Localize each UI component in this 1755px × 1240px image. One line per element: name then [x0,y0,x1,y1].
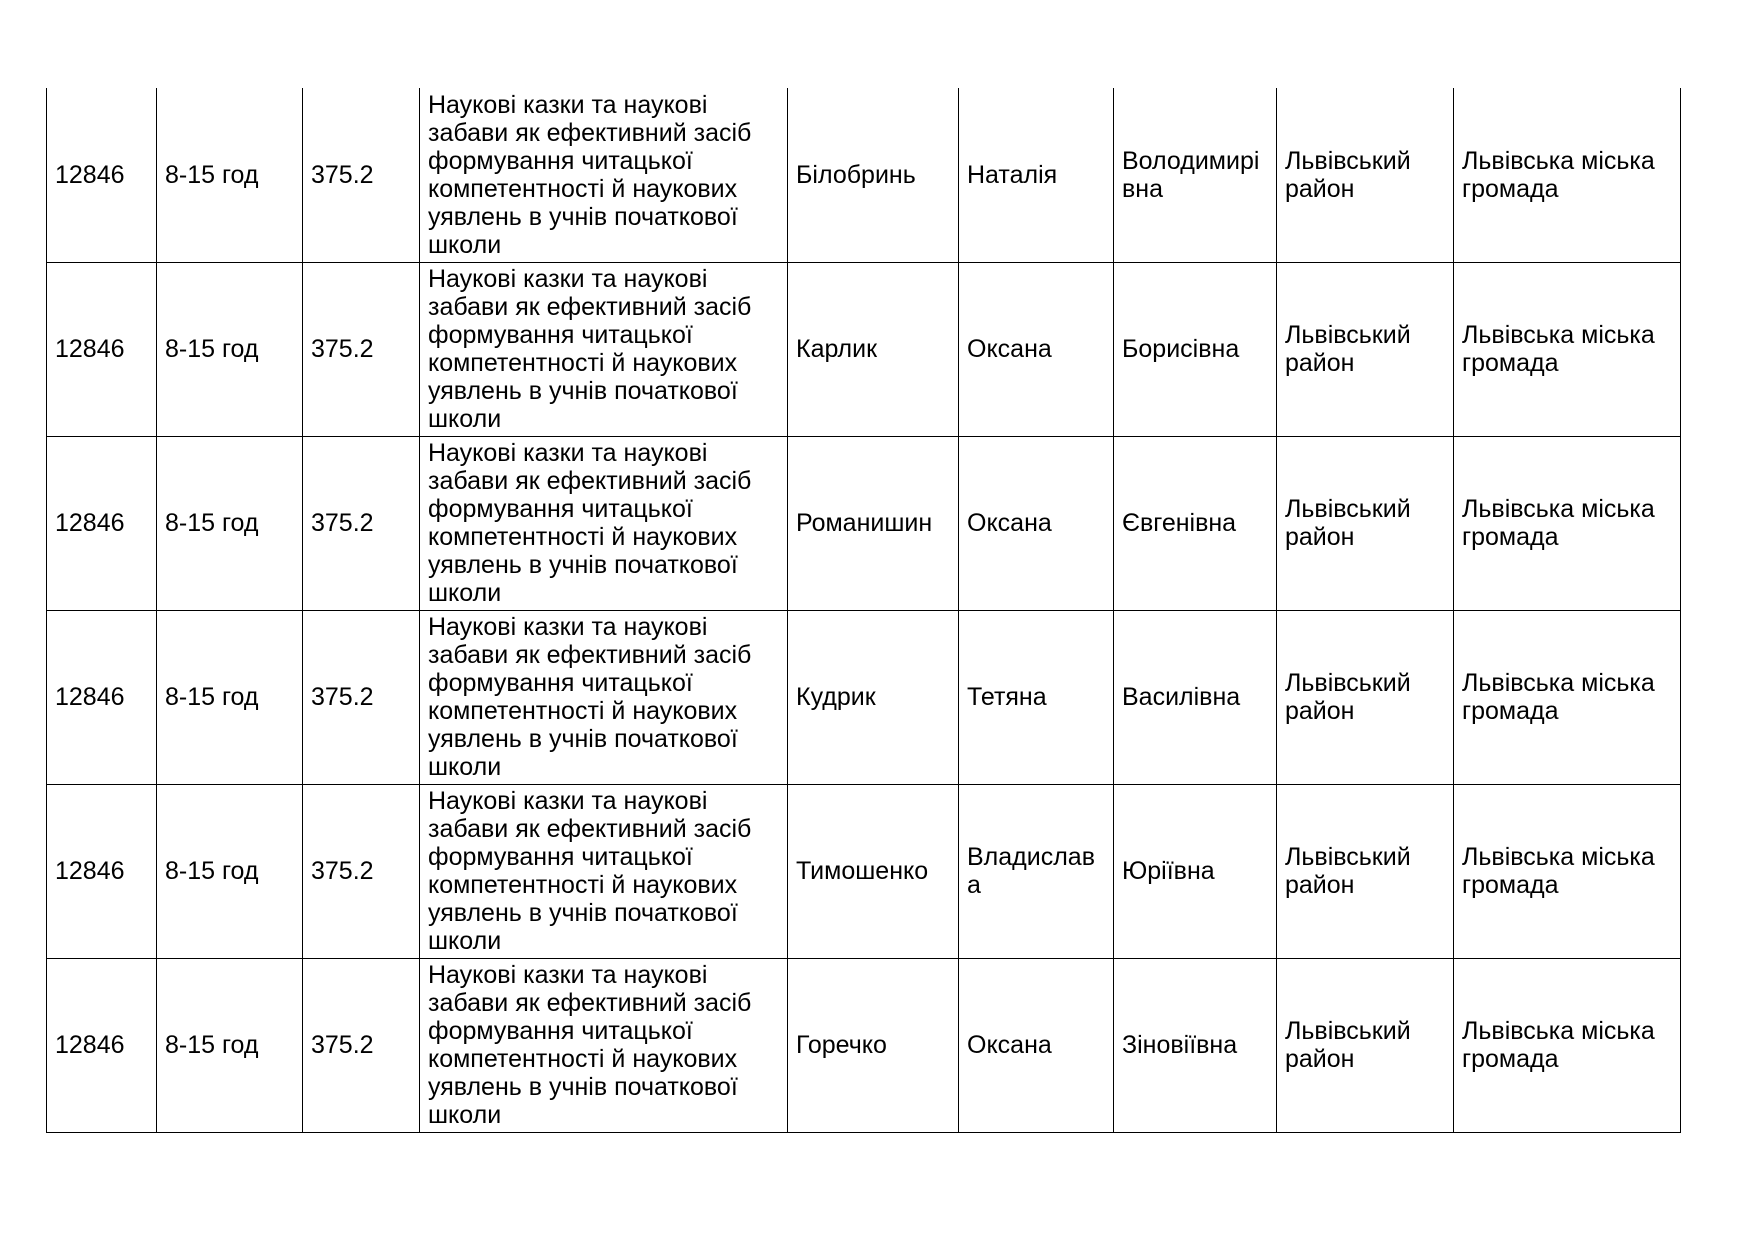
table-row [47,610,1681,784]
table-cell-id: 12846 [47,610,157,784]
table-cell-district: Львівський район [1277,958,1454,1132]
table-cell-district: Львівський район [1277,610,1454,784]
table-cell-surname: Карлик [788,262,959,436]
table-cell-community: Львівська міська громада [1454,436,1681,610]
table-cell-first-name: Оксана [959,436,1114,610]
table-cell-surname: Горечко [788,958,959,1132]
participants-table [46,88,1681,1133]
table-row [47,958,1681,1132]
table-cell-course-title: Наукові казки та наукові забави як ефективний засіб формування читацької компетентності й наукових уявлень в учнів початкової школи [420,610,788,784]
table-cell-hours: 8-15 год [157,610,303,784]
table-cell-patronymic: Євгенівна [1114,436,1277,610]
table-cell-first-name: Владислава [959,784,1114,958]
table-row [47,784,1681,958]
table-row [47,262,1681,436]
table-cell-course-title: Наукові казки та наукові забави як ефективний засіб формування читацької компетентності й наукових уявлень в учнів початкової школи [420,262,788,436]
table-cell-surname: Білобринь [788,88,959,262]
table-cell-patronymic: Борисівна [1114,262,1277,436]
table-cell-community: Львівська міська громада [1454,262,1681,436]
table-cell-price: 375.2 [303,784,420,958]
table-row [47,88,1681,262]
table-cell-district: Львівський район [1277,88,1454,262]
table-cell-community: Львівська міська громада [1454,610,1681,784]
table-cell-course-title: Наукові казки та наукові забави як ефективний засіб формування читацької компетентності й наукових уявлень в учнів початкової школи [420,784,788,958]
table-cell-course-title: Наукові казки та наукові забави як ефективний засіб формування читацької компетентності й наукових уявлень в учнів початкової школи [420,958,788,1132]
table-cell-price: 375.2 [303,262,420,436]
table-cell-district: Львівський район [1277,436,1454,610]
table-cell-patronymic: Юріївна [1114,784,1277,958]
table-cell-price: 375.2 [303,436,420,610]
table-cell-patronymic: Василівна [1114,610,1277,784]
table-cell-hours: 8-15 год [157,88,303,262]
table-cell-patronymic: Зіновіївна [1114,958,1277,1132]
table-cell-surname: Тимошенко [788,784,959,958]
table-cell-hours: 8-15 год [157,784,303,958]
table-cell-id: 12846 [47,262,157,436]
table-cell-first-name: Оксана [959,958,1114,1132]
table-cell-patronymic: Володимирівна [1114,88,1277,262]
table-cell-district: Львівський район [1277,262,1454,436]
table-cell-community: Львівська міська громада [1454,958,1681,1132]
table-cell-hours: 8-15 год [157,436,303,610]
table-cell-first-name: Тетяна [959,610,1114,784]
table-cell-first-name: Наталія [959,88,1114,262]
table-cell-id: 12846 [47,436,157,610]
table-cell-course-title: Наукові казки та наукові забави як ефективний засіб формування читацької компетентності й наукових уявлень в учнів початкової школи [420,88,788,262]
table-cell-surname: Кудрик [788,610,959,784]
table-cell-price: 375.2 [303,958,420,1132]
table-cell-price: 375.2 [303,88,420,262]
table-cell-surname: Романишин [788,436,959,610]
table-cell-first-name: Оксана [959,262,1114,436]
table-cell-community: Львівська міська громада [1454,784,1681,958]
table-row [47,436,1681,610]
table-cell-course-title: Наукові казки та наукові забави як ефективний засіб формування читацької компетентності й наукових уявлень в учнів початкової школи [420,436,788,610]
table-cell-community: Львівська міська громада [1454,88,1681,262]
table-cell-id: 12846 [47,784,157,958]
table-cell-district: Львівський район [1277,784,1454,958]
table-cell-id: 12846 [47,88,157,262]
table-cell-hours: 8-15 год [157,958,303,1132]
table-cell-price: 375.2 [303,610,420,784]
table-cell-id: 12846 [47,958,157,1132]
table-cell-hours: 8-15 год [157,262,303,436]
